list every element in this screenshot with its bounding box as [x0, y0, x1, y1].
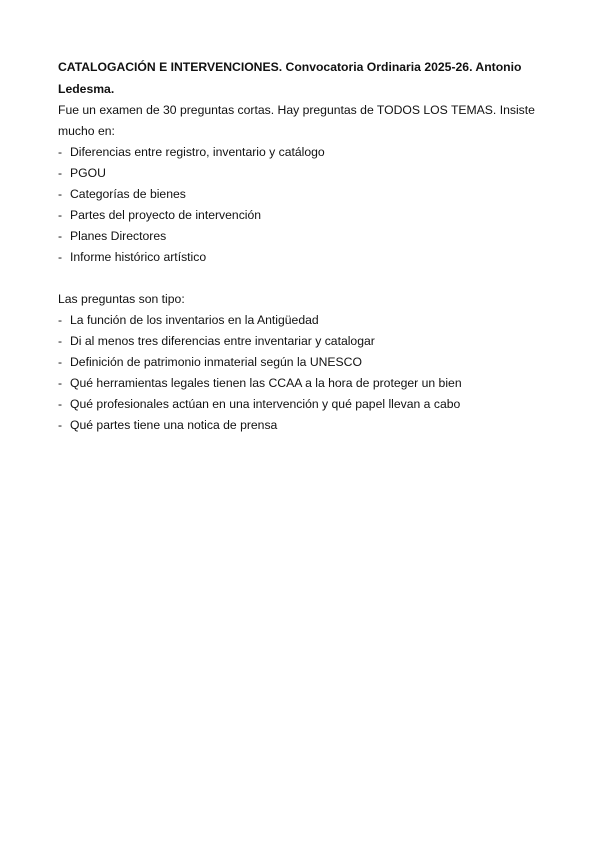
list-item-text: PGOU — [70, 166, 106, 180]
list-item — [58, 331, 538, 352]
list-item — [58, 373, 538, 394]
bullet-dash: - — [58, 166, 63, 180]
intro-paragraph: Fue un examen de 30 preguntas cortas. Hay preguntas de TODOS LOS TEMAS. Insiste mucho en: — [58, 103, 535, 138]
bullet-dash: - — [58, 334, 63, 348]
list-item — [58, 226, 538, 247]
paragraph-spacer — [58, 268, 538, 289]
bullet-dash: - — [58, 397, 63, 411]
list-item — [58, 142, 538, 163]
bullet-dash: - — [58, 250, 63, 264]
document-title: CATALOGACIÓN E INTERVENCIONES. Convocatoria Ordinaria 2025-26. Antonio Ledesma. — [58, 60, 522, 96]
list-item — [58, 310, 538, 331]
bullet-dash: - — [58, 187, 63, 201]
list-item — [58, 163, 538, 184]
sample-questions-list — [58, 310, 538, 436]
focus-topics-list — [58, 142, 538, 268]
bullet-dash: - — [58, 208, 63, 222]
bullet-dash: - — [58, 313, 63, 327]
list-item-text: Diferencias entre registro, inventario y catálogo — [70, 145, 325, 159]
bullet-dash: - — [58, 229, 63, 243]
list-item-text: Qué herramientas legales tienen las CCAA a la hora de proteger un bien — [70, 376, 462, 390]
list-item-text: Informe histórico artístico — [70, 250, 207, 264]
list-item-text: Categorías de bienes — [70, 187, 186, 201]
bullet-dash: - — [58, 418, 63, 432]
list-item-text: Partes del proyecto de intervención — [70, 208, 262, 222]
list-item-text: Qué partes tiene una notica de prensa — [70, 418, 278, 432]
questions-intro: Las preguntas son tipo: — [58, 292, 185, 306]
list-item — [58, 247, 538, 268]
list-item-text: Qué profesionales actúan en una intervención y qué papel llevan a cabo — [70, 397, 461, 411]
bullet-dash: - — [58, 145, 63, 159]
list-item-text: Di al menos tres diferencias entre inventariar y catalogar — [70, 334, 375, 348]
list-item — [58, 394, 538, 415]
list-item-text: Planes Directores — [70, 229, 167, 243]
bullet-dash: - — [58, 355, 63, 369]
list-item — [58, 184, 538, 205]
list-item — [58, 415, 538, 436]
document-page — [58, 56, 538, 436]
list-item — [58, 352, 538, 373]
list-item-text: Definición de patrimonio inmaterial según la UNESCO — [70, 355, 362, 369]
list-item-text: La función de los inventarios en la Antigüedad — [70, 313, 319, 327]
list-item — [58, 205, 538, 226]
bullet-dash: - — [58, 376, 63, 390]
